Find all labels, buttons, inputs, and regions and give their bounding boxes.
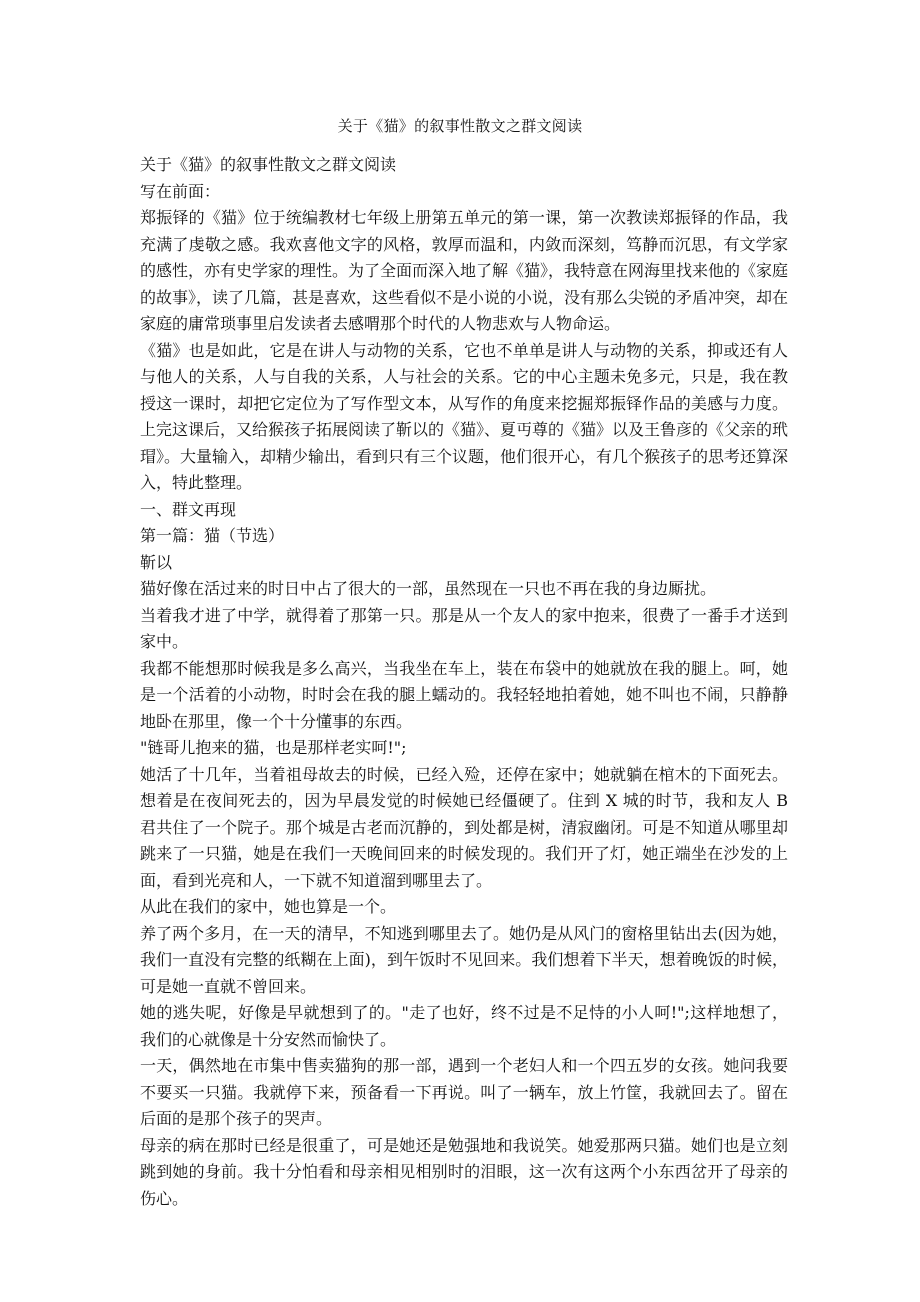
- subsection-heading: 第一篇：猫（节选）: [140, 526, 285, 545]
- paragraph: 我都不能想那时候我是多么高兴，当我坐在车上，装在布袋中的她就放在我的腿上。呵，她是一个活着的小动物，时时会在我的腿上蠕动的。我轻轻地拍着她，她不叫也不闹，只静静地卧在那里，像一个十分懂事的东西。: [140, 658, 788, 731]
- paragraph: 《猫》也是如此，它是在讲人与动物的关系，它也不单单是讲人与动物的关系，抑或还有人与他人的关系，人与自我的关系，人与社会的关系。它的中心主题未免多元，只是，我在教授这一课时，却把它定位为了写作型文本，从写作的角度来挖掘郑振铎作品的美感与力度。上完这课后，又给猴孩子拓展阅读了靳以的《猫》、夏丏尊的《猫》以及王鲁彦的《父亲的玳瑁》。大量输入，却精少输出，看到只有三个议题，他们很开心，有几个猴孩子的思考还算深入，特此整理。: [140, 340, 789, 492]
- document-title: 关于《猫》的叙事性散文之群文阅读: [337, 117, 583, 135]
- paragraph: 当着我才进了中学，就得着了那第一只。那是从一个友人的家中抱来，很费了一番手才送到家中。: [140, 605, 788, 651]
- paragraph: 郑振铎的《猫》位于统编教材七年级上册第五单元的第一课，第一次教读郑振铎的作品，我充满了虔敬之感。我欢喜他文字的风格，敦厚而温和，内敛而深刻，笃静而沉思，有文学家的感性，亦有史学家的理性。为了全面而深入地了解《猫》，我特意在网海里找来他的《家庭的故事》，读了几篇，甚是喜欢，这些看似不是小说的小说，没有那么尖锐的矛盾冲突，却在家庭的庸常琐事里启发读者去感喟那个时代的人物悲欢与人物命运。: [140, 208, 789, 333]
- paragraph: 从此在我们的家中，她也算是一个。: [140, 897, 397, 916]
- paragraph: 母亲的病在那时已经是很重了，可是她还是勉强地和我说笑。她爱那两只猫。她们也是立刻跳到她的身前。我十分怕看和母亲相见相别时的泪眼，这一次有这两个小东西岔开了母亲的伤心。: [140, 1135, 788, 1208]
- paragraph: 一天，偶然地在市集中售卖猫狗的那一部，遇到一个老妇人和一个四五岁的女孩。她问我要不要买一只猫。我就停下来，预备看一下再说。叫了一辆车，放上竹筐，我就回去了。留在后面的是那个孩子的哭声。: [140, 1056, 788, 1128]
- section-heading: 一、群文再现: [140, 499, 237, 519]
- document-body: [140, 152, 788, 1212]
- paragraph: "链哥儿抱来的猫，也是那样老实呵!";: [140, 738, 407, 757]
- paragraph: 她的逃失呢，好像是早就想到了的。"走了也好，终不过是不足恃的小人呵!";这样地想了，我们的心就像是十分安然而愉快了。: [140, 1003, 788, 1049]
- author-name: 靳以: [140, 552, 173, 572]
- paragraph: 关于《猫》的叙事性散文之群文阅读: [140, 155, 397, 174]
- paragraph: 写在前面：: [140, 181, 221, 201]
- paragraph: 养了两个多月，在一天的清早，不知逃到哪里去了。她仍是从风门的窗格里钻出去(因为她，我们一直没有完整的纸糊在上面)，到午饭时不见回来。我们想着下半天，想着晚饭的时候，可是她一直就不曾回来。: [140, 923, 788, 996]
- paragraph: 猫好像在活过来的时日中占了很大的一部，虽然现在一只也不再在我的身边厮扰。: [140, 579, 717, 598]
- paragraph: 她活了十几年，当着祖母故去的时候，已经入殓，还停在家中；她就躺在棺木的下面死去。想着是在夜间死去的，因为早晨发觉的时候她已经僵硬了。住到 X 城的时节，我和友人 B 君共住了一个院子。那个城是古老而沉静的，到处都是树，清寂幽闭。可是不知道从哪里却跳来了一只猫，她是在我们一天晚间回来的时候发现的。我们开了灯，她正端坐在沙发的上面，看到光亮和人，一下就不知道溜到哪里去了。: [140, 764, 788, 890]
